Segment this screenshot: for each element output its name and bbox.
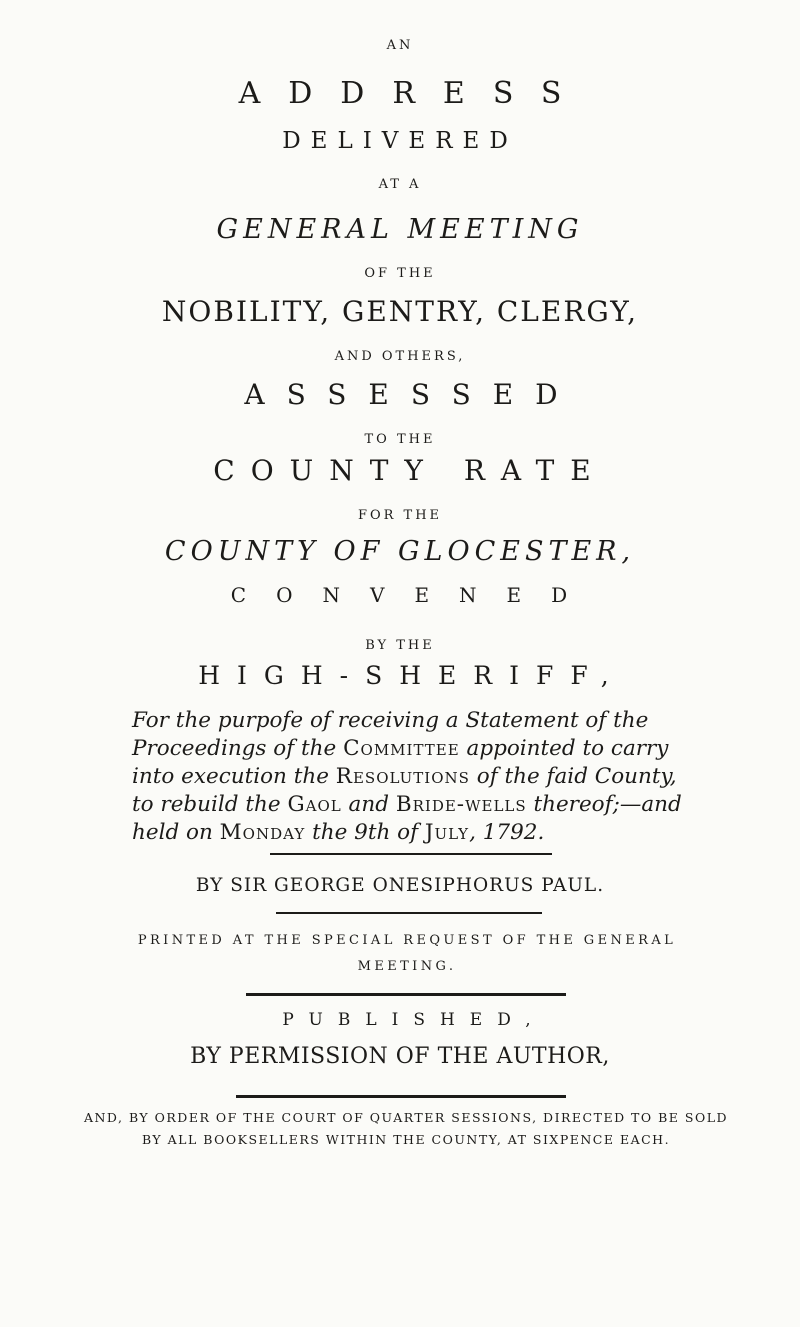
footer-imprint: AND, BY ORDER OF THE COURT OF QUARTER SESSIONS, DIRECTED TO BE SOLD BY ALL BOOKSELLERS WITHIN THE COUNTY, AT SIXPENCE EACH. bbox=[83, 1110, 729, 1147]
general-meeting-heading: GENERAL MEETING bbox=[216, 214, 584, 245]
purpose-text: appointed to carry into execution the bbox=[132, 736, 669, 789]
printed-at-line: PRINTED AT THE SPECIAL REQUEST OF THE GENERAL MEETING. bbox=[137, 933, 677, 974]
purpose-text: and bbox=[341, 792, 396, 817]
purpose-monday: Monday bbox=[219, 820, 306, 845]
purpose-text: , 1792. bbox=[469, 820, 545, 845]
an-label: AN bbox=[386, 38, 414, 53]
purpose-text: thereof;—and held on bbox=[132, 792, 682, 845]
at-a-label: AT A bbox=[378, 177, 422, 192]
purpose-paragraph bbox=[132, 707, 692, 847]
purpose-gaol: Gaol bbox=[287, 792, 342, 817]
permission-line: BY PERMISSION OF THE AUTHOR, bbox=[190, 1044, 610, 1069]
purpose-july: July bbox=[424, 820, 470, 845]
purpose-resolutions: Resolutions bbox=[335, 764, 470, 789]
divider-rule bbox=[246, 993, 566, 996]
nobility-heading: NOBILITY, GENTRY, CLERGY, bbox=[161, 295, 639, 328]
divider-rule bbox=[270, 853, 552, 855]
divider-rule bbox=[276, 912, 542, 914]
address-heading: ADDRESS bbox=[238, 76, 590, 111]
purpose-bridewells: Bride-wells bbox=[395, 792, 527, 817]
of-the-label: OF THE bbox=[364, 266, 436, 281]
purpose-text: of the faid County, to rebuild the bbox=[132, 764, 677, 817]
purpose-text: For the purpofe of receiving a Statement of the Proceedings of the bbox=[132, 708, 649, 761]
county-rate-heading: COUNTY RATE bbox=[213, 454, 607, 487]
purpose-text: the 9th of bbox=[305, 820, 425, 845]
purpose-committee: Committee bbox=[343, 736, 460, 761]
delivered-heading: DELIVERED bbox=[282, 128, 518, 154]
and-others-label: AND OTHERS, bbox=[334, 349, 466, 364]
to-the-label: TO THE bbox=[364, 432, 436, 447]
assessed-heading: ASSESSED bbox=[244, 378, 580, 411]
for-the-label: FOR THE bbox=[357, 508, 443, 523]
convened-heading: CONVENED bbox=[230, 583, 598, 607]
high-sheriff-heading: HIGH-SHERIFF, bbox=[198, 661, 626, 690]
by-the-label: BY THE bbox=[365, 638, 435, 653]
published-line: PUBLISHED, bbox=[282, 1010, 546, 1030]
county-of-glocester-heading: COUNTY OF GLOCESTER, bbox=[164, 536, 636, 567]
author-line: BY SIR GEORGE ONESIPHORUS PAUL. bbox=[195, 875, 605, 896]
divider-rule bbox=[236, 1095, 566, 1098]
